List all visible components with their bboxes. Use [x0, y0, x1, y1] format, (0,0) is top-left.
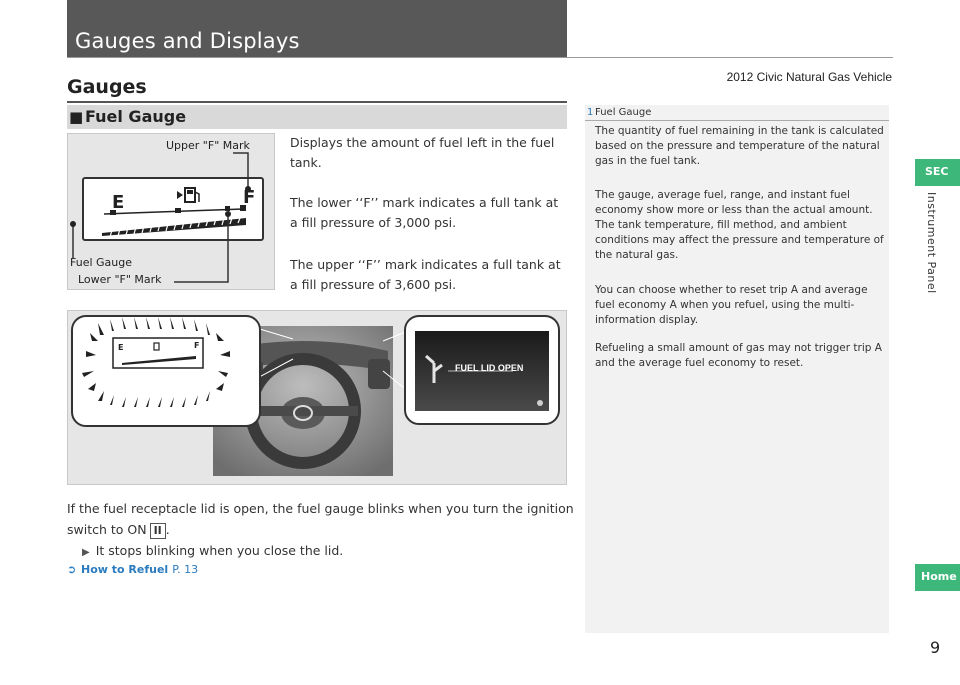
ignition-text: switch to ON [67, 522, 147, 537]
title-bar [67, 0, 567, 58]
page-number: 9 [930, 638, 941, 657]
chapter-label [925, 192, 939, 302]
description-paragraph-3: The upper ‘‘F’’ mark indicates a full tank at a fill pressure of 3,600 psi. [290, 257, 561, 292]
note-paragraph-1: The quantity of fuel remaining in the tank is calculated based on the pressure and temperature of the natural gas in the fuel tank. [595, 125, 884, 167]
vehicle-label: 2012 Civic Natural Gas Vehicle [726, 70, 892, 84]
note-paragraph-3: You can choose whether to reset trip A and average fuel economy A when you refuel, using the multi-information display. [595, 284, 868, 326]
xref-page-number[interactable]: P. 13 [172, 563, 199, 576]
note-title: Fuel Gauge [595, 107, 652, 118]
note-paragraph-4: Refueling a small amount of gas may not trigger trip A and the average fuel economy to reset. [595, 342, 882, 369]
lower-f-tick [225, 206, 230, 211]
ignition-position-icon: II [150, 523, 166, 539]
empty-mark: E [112, 192, 125, 213]
fuel-gauge-label: Fuel Gauge [70, 256, 133, 269]
dashboard-illustration [68, 311, 567, 485]
lower-f-mark-label: Lower "F" Mark [78, 273, 162, 286]
title-rule [67, 57, 893, 58]
half-tick [175, 208, 181, 213]
fuel-lid-open-text: FUEL LID OPEN [455, 363, 524, 373]
subheading-text: Fuel Gauge [85, 107, 187, 126]
section-heading: Gauges [67, 76, 147, 98]
upper-f-mark-label: Upper "F" Mark [166, 139, 250, 152]
subheading-marker: ■ [69, 108, 84, 126]
cross-reference[interactable] [67, 563, 199, 576]
main-paragraph-line-2 [67, 522, 170, 539]
page-title: Gauges and Displays [75, 29, 300, 53]
note-paragraph-2: The gauge, average fuel, range, and instant fuel economy show more or less than the actual amount. The tank temperature, fill method, and ambient conditions may affect the pressure and temperature of the natural gas. [595, 189, 884, 261]
mini-full-mark: F [194, 341, 200, 350]
mini-empty-mark: E [118, 343, 124, 352]
section-tab[interactable] [915, 159, 960, 186]
main-paragraph-line-1: If the fuel receptacle lid is open, the fuel gauge blinks when you turn the ignition [67, 501, 574, 516]
section-tab-label: SEC [925, 165, 949, 178]
main-paragraph-line-3 [82, 543, 343, 558]
sidebar-notes [585, 105, 889, 633]
sidebar-header [585, 105, 889, 121]
stop-blinking-text: It stops blinking when you close the lid. [95, 543, 344, 558]
dashboard-figure [67, 310, 567, 485]
description-paragraph-2: The lower ‘‘F’’ mark indicates a full tank at a fill pressure of 3,000 psi. [290, 195, 559, 230]
sentence-end: . [165, 522, 170, 537]
description-paragraph-1: Displays the amount of fuel left in the fuel tank. [290, 135, 555, 170]
fuel-gauge-figure [67, 133, 275, 290]
double-arrow-icon: ➲ [67, 563, 77, 576]
home-button[interactable] [915, 564, 960, 591]
triangle-bullet-icon: ▶ [82, 547, 90, 558]
home-button-label: Home [921, 570, 957, 583]
chapter-label-text: Instrument Panel [925, 192, 938, 294]
how-to-refuel-link[interactable]: How to Refuel [81, 563, 169, 576]
note-number: 1 [587, 107, 594, 118]
subheading-bar [67, 105, 567, 129]
full-mark: F [243, 187, 256, 208]
section-rule [67, 101, 567, 103]
